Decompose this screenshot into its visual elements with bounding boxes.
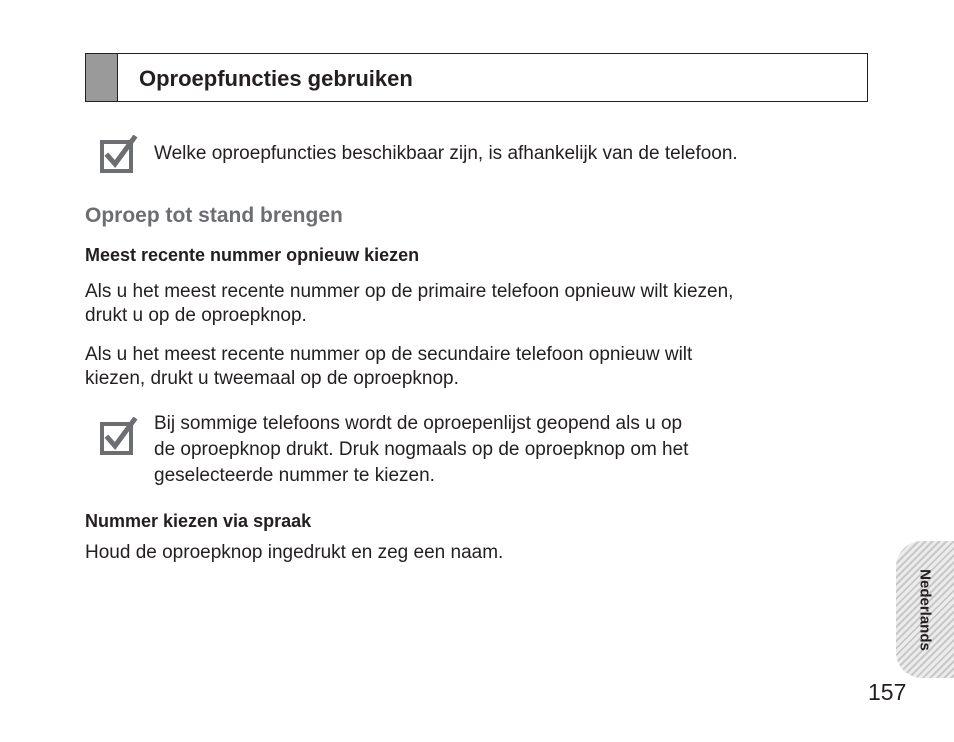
- paragraph-line: kiezen, drukt u tweemaal op de oproepknop.: [85, 368, 459, 389]
- note-text-redial: [154, 411, 688, 489]
- note-text: Welke oproepfuncties beschikbaar zijn, is afhankelijk van de telefoon.: [154, 143, 738, 164]
- section-heading: Oproep tot stand brengen: [85, 204, 343, 227]
- page-title: Oproepfuncties gebruiken: [139, 66, 413, 91]
- subsection-heading-voice: Nummer kiezen via spraak: [85, 511, 312, 531]
- note-line: Bij sommige telefoons wordt de oproepenlijst geopend als u op: [154, 413, 683, 434]
- note-line: de oproepknop drukt. Druk nogmaals op de oproepknop om het: [154, 439, 689, 460]
- language-side-tab: [896, 541, 954, 678]
- note-line: geselecteerde nummer te kiezen.: [154, 465, 435, 486]
- page-number: 157: [868, 679, 907, 705]
- paragraph-primary-redial: [85, 280, 733, 328]
- checkbox-note-icon: [100, 135, 138, 173]
- language-label: Nederlands: [916, 568, 934, 651]
- paragraph-voice-dial: Houd de oproepknop ingedrukt en zeg een naam.: [85, 542, 504, 563]
- paragraph-secondary-redial: [85, 343, 692, 391]
- section-header: [85, 53, 868, 102]
- paragraph-line: Als u het meest recente nummer op de primaire telefoon opnieuw wilt kiezen,: [85, 281, 734, 302]
- checkbox-note-icon: [100, 417, 138, 455]
- paragraph-line: drukt u op de oproepknop.: [85, 305, 307, 326]
- subsection-heading-redial: Meest recente nummer opnieuw kiezen: [85, 245, 420, 265]
- paragraph-line: Als u het meest recente nummer op de secundaire telefoon opnieuw wilt: [85, 344, 693, 365]
- header-tab-marker: [86, 54, 118, 101]
